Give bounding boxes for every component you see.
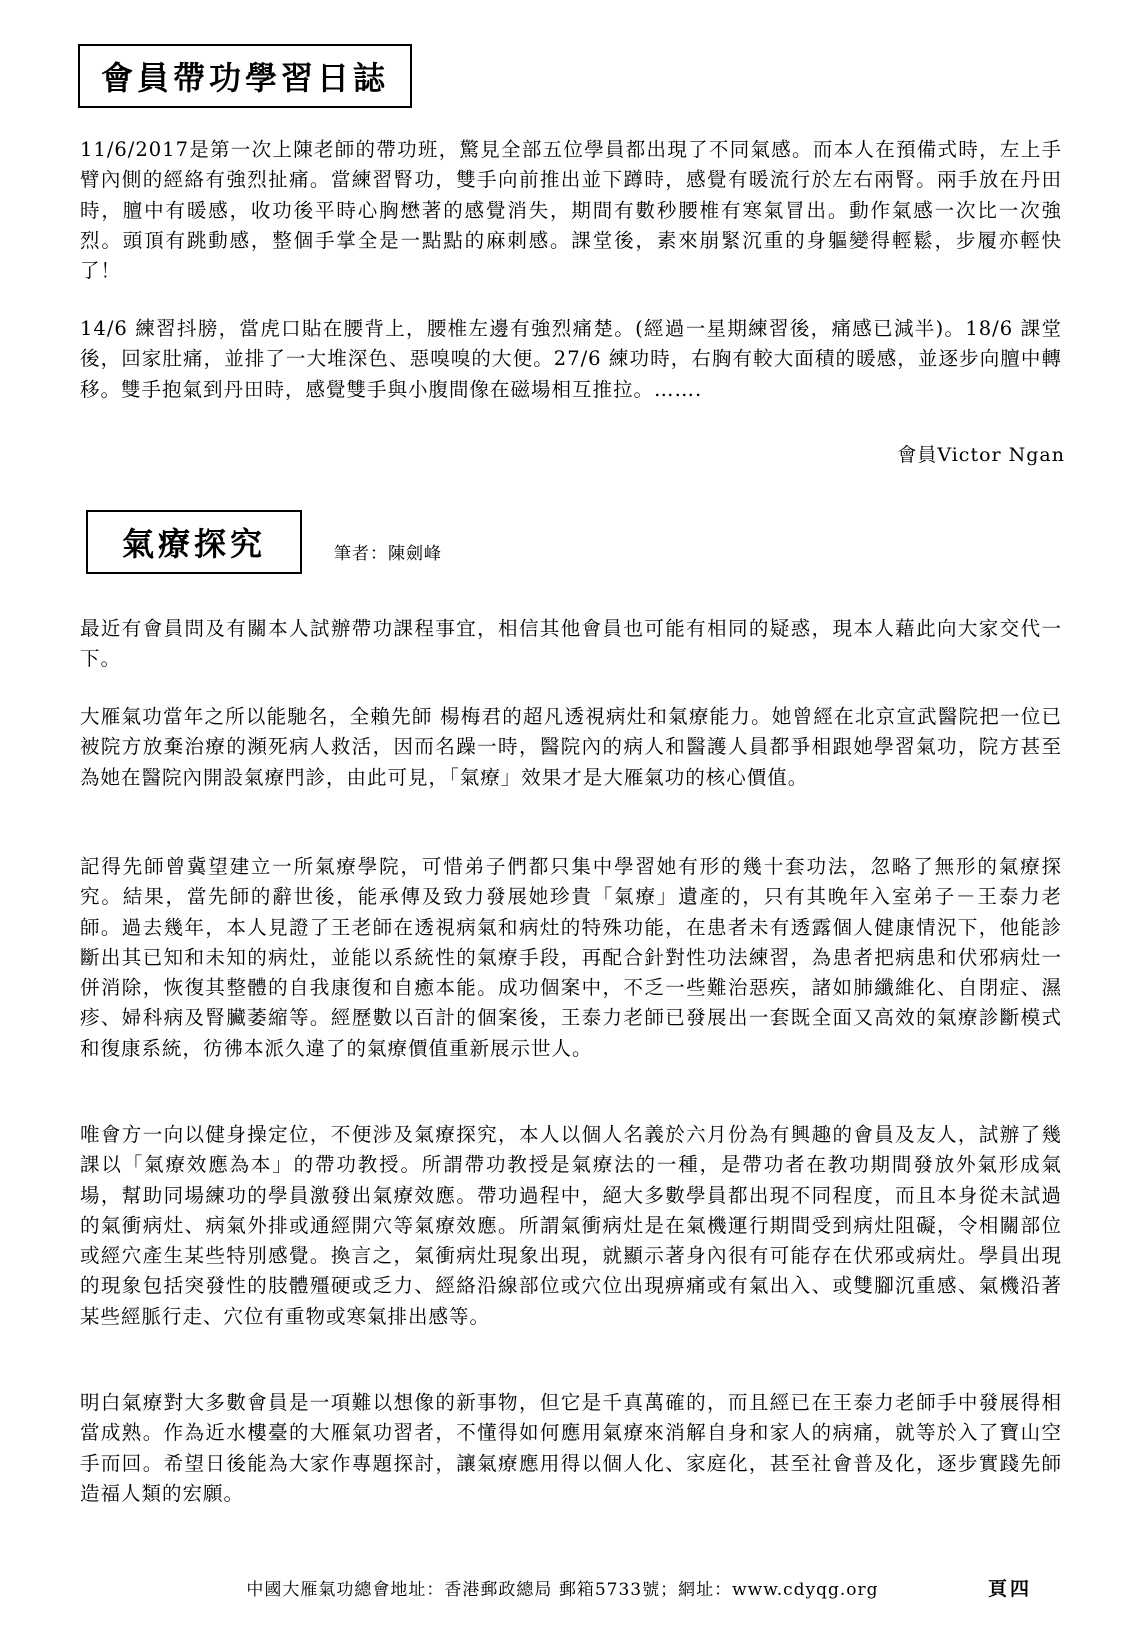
qi-therapy-paragraph-3: 記得先師曾冀望建立一所氣療學院，可惜弟子們都只集中學習她有形的幾十套功法，忽略了無形的氣療探究。結果，當先師的辭世後，能承傳及致力發展她珍貴「氣療」遺產的，只有其晚年入室弟子－王泰力老師。過去幾年，本人見證了王老師在透視病氣和病灶的特殊功能，在患者未有透露個人健康情況下，他能診斷出其已知和未知的病灶，並能以系統性的氣療手段，再配合針對性功法練習，為患者把病患和伏邪病灶一併消除，恢復其整體的自我康復和自癒本能。成功個案中，不乏一些難治惡疾，諸如肺纖維化、自閉症、濕疹、婦科病及腎臟萎縮等。經歷數以百計的個案後，王泰力老師已發展出一套既全面又高效的氣療診斷模式和復康系統，彷彿本派久違了的氣療價值重新展示世人。 (80, 855, 1062, 1060)
qi-therapy-paragraph-4: 唯會方一向以健身操定位，不便涉及氣療探究，本人以個人名義於六月份為有興趣的會員及友人，試辦了幾課以「氣療效應為本」的帶功教授。所謂帶功教授是氣療法的一種，是帶功者在教功期間發放外氣形成氣場，幫助同場練功的學員激發出氣療效應。帶功過程中，絕大多數學員都出現不同程度，而且本身從未試過的氣衝病灶、病氣外排或通經開穴等氣療效應。所謂氣衝病灶是在氣機運行期間受到病灶阻礙，令相關部位或經穴產生某些特別感覺。換言之，氣衝病灶現象出現，就顯示著身內很有可能存在伏邪或病灶。學員出現的現象包括突發性的肢體殭硬或乏力、經絡沿線部位或穴位出現痹痛或有氣出入、或雙腳沉重感、氣機沿著某些經脈行走、穴位有重物或寒氣排出感等。 (80, 1123, 1062, 1328)
page-number: 頁四 (988, 1578, 1033, 1600)
member-log-paragraph-2: 14/6 練習抖膀，當虎口貼在腰背上，腰椎左邊有強烈痛楚。(經過一星期練習後，痛感已減半)。18/6 課堂後，回家肚痛，並排了一大堆深色、惡嗅嗅的大便。27/6 練功時，右胸有較大面積的暖感，並逐步向膻中轉移。雙手抱氣到丹田時，感覺雙手與小腹間像在磁場相互推拉。……. (80, 317, 1062, 401)
member-signature: 會員Victor Ngan (897, 444, 1065, 466)
member-log-paragraph-1: 11/6/2017是第一次上陳老師的帶功班，驚見全部五位學員都出現了不同氣感。而本人在預備式時，左上手臂內側的經絡有強烈扯痛。當練習腎功，雙手向前推出並下蹲時，感覺有暖流行於左右兩腎。兩手放在丹田時，膻中有暖感，收功後平時心胸懋著的感覺消失，期間有數秒腰椎有寒氣冒出。動作氣感一次比一次強烈。頭頂有跳動感，整個手掌全是一點點的麻刺感。課堂後，素來崩緊沉重的身軀變得輕鬆，步履亦輕快了！ (80, 138, 1062, 283)
footer-address: 中國大雁氣功總會地址：香港郵政總局 郵箱5733號；網址：www.cdyqg.org (246, 1580, 879, 1600)
author-byline: 筆者：陳劍峰 (334, 544, 442, 564)
qi-therapy-paragraph-5: 明白氣療對大多數會員是一項難以想像的新事物，但它是千真萬確的，而且經已在王泰力老師手中發展得相當成熟。作為近水樓臺的大雁氣功習者，不懂得如何應用氣療來消解自身和家人的病痛，就等於入了寶山空手而回。希望日後能為大家作專題探討，讓氣療應用得以個人化、家庭化，甚至社會普及化，逐步實踐先師造福人類的宏願。 (80, 1391, 1062, 1505)
section-title-member-log: 會員帶功學習日誌 (78, 44, 412, 108)
qi-therapy-paragraph-2: 大雁氣功當年之所以能馳名，全賴先師 楊梅君的超凡透視病灶和氣療能力。她曾經在北京宣武醫院把一位已被院方放棄治療的瀕死病人救活，因而名躁一時，醫院內的病人和醫護人員都爭相跟她學習氣功，院方甚至為她在醫院內開設氣療門診，由此可見，「氣療」效果才是大雁氣功的核心價值。 (80, 705, 1062, 789)
section-title-qi-therapy: 氣療探究 (86, 510, 302, 574)
qi-therapy-paragraph-1: 最近有會員問及有關本人試辦帶功課程事宜，相信其他會員也可能有相同的疑惑，現本人藉此向大家交代一下。 (80, 617, 1062, 671)
